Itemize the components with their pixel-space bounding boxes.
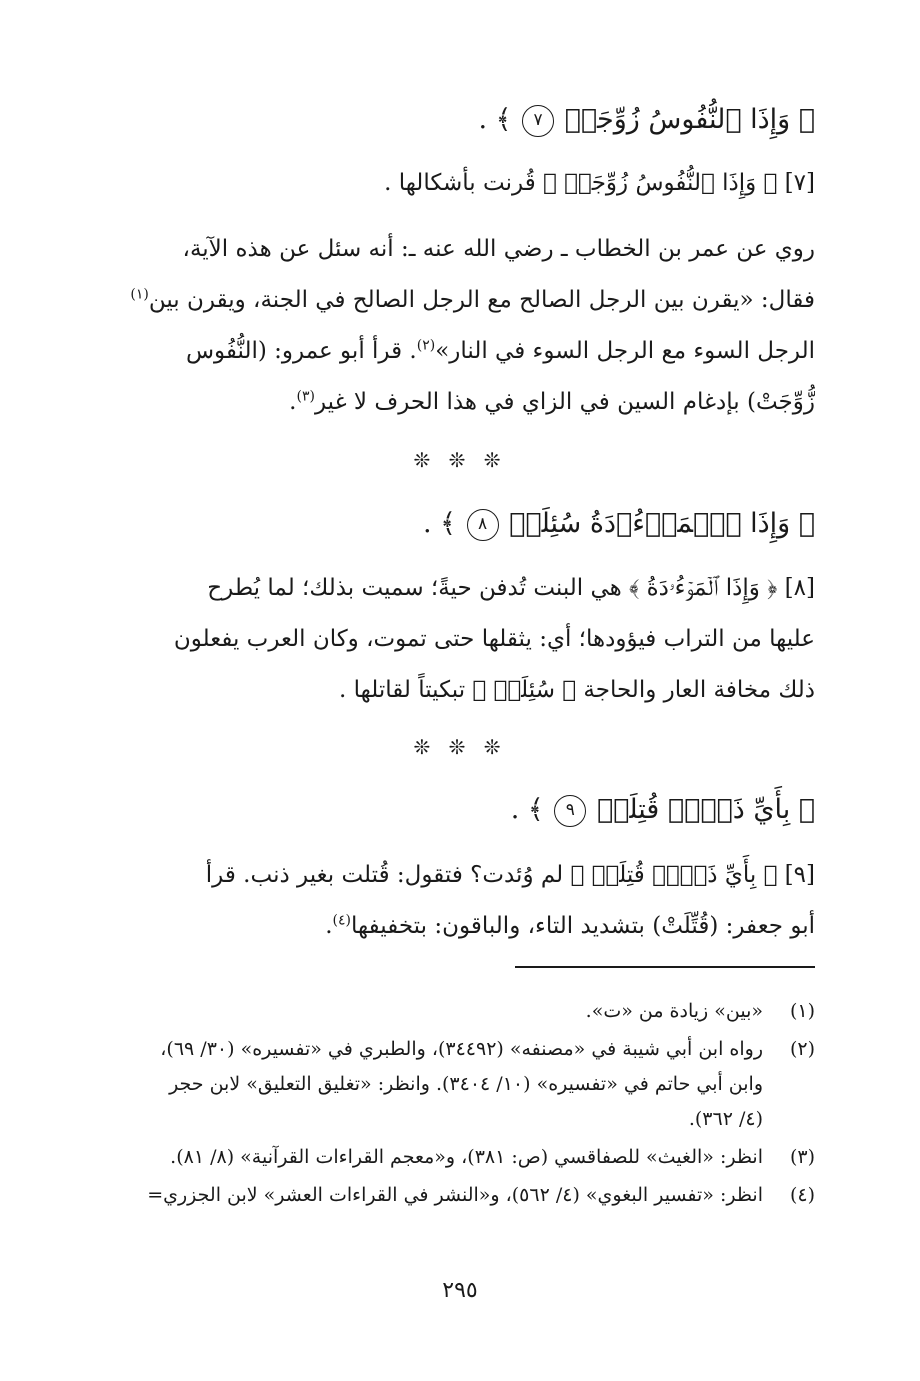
footnote-1-number: (١) bbox=[789, 1000, 815, 1022]
footnote-1 bbox=[105, 994, 815, 1029]
verse-9 bbox=[105, 790, 815, 830]
footnote-3-line-1: انظر: «الغيث» للصفاقسي (ص: ٣٨١)، و«معجم القراءات القرآنية» (٨/ ٨١). bbox=[170, 1146, 763, 1168]
section-separator-2: ❊ ❊ ❊ bbox=[413, 735, 507, 759]
commentary-8-line-2: عليها من التراب فيؤودها؛ أي: يثقلها حتى تموت، وكان العرب يفعلون bbox=[173, 626, 815, 652]
footnote-2-line-3: (٤/ ٣٦٢). bbox=[688, 1108, 763, 1130]
footnote-ref-2[interactable]: (٢) bbox=[416, 337, 436, 354]
commentary-7-para-line-4 bbox=[105, 377, 815, 428]
verse-9-number: ٩ bbox=[554, 795, 586, 827]
commentary-9-line-2 bbox=[105, 901, 815, 952]
verse-9-text: ﴿ بِأَيِّ ذَنۢبٖ قُتِلَتۡ bbox=[596, 794, 815, 825]
commentary-7-paragraph bbox=[105, 224, 815, 428]
commentary-9-line-2-text: أبو جعفر: (قُتِّلَتْ) بتشديد التاء، والباقون: بتخفيفها bbox=[351, 913, 815, 939]
footnote-2-line-2: وابن أبي حاتم في «تفسيره» (١٠/ ٣٤٠٤). وانظر: «تغليق التعليق» لابن حجر bbox=[169, 1073, 763, 1095]
footnote-3-number: (٣) bbox=[789, 1146, 815, 1168]
commentary-8 bbox=[105, 563, 815, 716]
verse-7-close: ﴾ . bbox=[478, 104, 512, 135]
verse-7-text: ﴿ وَإِذَا ٱلنُّفُوسُ زُوِّجَتۡ bbox=[564, 104, 815, 135]
commentary-8-line-3: ذلك مخافة العار والحاجة ﴿ سُئِلَتۡ ﴾ تبكيتاً لقاتلها . bbox=[338, 677, 815, 703]
commentary-8-line-1: [٨] ﴿ وَإِذَا ٱلۡمَوۡءُۥدَةُ ﴾ هي البنت تُدفن حيةً؛ سميت بذلك؛ لما يُطرح bbox=[207, 575, 815, 601]
footnote-2-text bbox=[105, 1032, 763, 1137]
footnote-3 bbox=[105, 1140, 815, 1175]
verse-8 bbox=[105, 504, 815, 544]
commentary-7-para-line-4-end: . bbox=[289, 389, 297, 415]
footnote-4-text bbox=[105, 1178, 763, 1213]
footnote-1-text bbox=[105, 994, 763, 1029]
footnote-3-text bbox=[105, 1140, 763, 1175]
verse-9-close: ﴾ . bbox=[510, 794, 544, 825]
commentary-7-para-line-3 bbox=[105, 326, 815, 377]
commentary-7-para-line-4-text: زُّوِّجَتْ) بإدغام السين في الزاي في هذا الحرف لا غير bbox=[314, 389, 815, 415]
footnote-2 bbox=[105, 1032, 815, 1137]
commentary-9-line-1: [٩] ﴿ بِأَيِّ ذَنۢبٖ قُتِلَتۡ ﴾ لم وُئدت؟ فتقول: قُتلت بغير ذنب. قرأ bbox=[205, 862, 815, 888]
commentary-7-para-line-2-text: فقال: «يقرن بين الرجل الصالح مع الرجل الصالح في الجنة، ويقرن بين bbox=[148, 287, 815, 313]
footnote-4-line-1: انظر: «تفسير البغوي» (٤/ ٥٦٢)، و«النشر في القراءات العشر» لابن الجزري= bbox=[147, 1184, 763, 1206]
footnote-2-number: (٢) bbox=[789, 1038, 815, 1060]
footnote-divider bbox=[515, 966, 815, 968]
footnote-1-line-1: «بين» زيادة من «ت». bbox=[585, 1000, 763, 1022]
footnote-4 bbox=[105, 1178, 815, 1213]
footnote-ref-4[interactable]: (٤) bbox=[332, 912, 352, 929]
book-page bbox=[105, 0, 815, 1381]
footnote-4-number: (٤) bbox=[789, 1184, 815, 1206]
verse-8-text: ﴿ وَإِذَا ٱلۡمَوۡءُۥدَةُ سُئِلَتۡ bbox=[509, 508, 815, 539]
commentary-7-para-line-3-text: الرجل السوء مع الرجل السوء في النار» bbox=[435, 338, 815, 364]
verse-7-number: ٧ bbox=[522, 105, 554, 137]
footnote-2-line-1: رواه ابن أبي شيبة في «مصنفه» (٣٤٤٩٢)، والطبري في «تفسيره» (٣٠/ ٦٩)، bbox=[160, 1038, 763, 1060]
commentary-7-line-1: [٧] ﴿ وَإِذَا ٱلنُّفُوسُ زُوِّجَتۡ ﴾ قُرنت بأشكالها . bbox=[384, 170, 815, 196]
commentary-9 bbox=[105, 850, 815, 952]
footnote-ref-3[interactable]: (٣) bbox=[296, 388, 315, 405]
commentary-7-para-line-1: روي عن عمر بن الخطاب ـ رضي الله عنه ـ: أنه سئل عن هذه الآية، bbox=[182, 236, 815, 262]
footnotes bbox=[105, 994, 815, 1216]
commentary-9-line-2-end: . bbox=[325, 913, 333, 939]
page-number: ٢٩٥ bbox=[442, 1278, 478, 1303]
verse-8-close: ﴾ . bbox=[422, 508, 456, 539]
section-separator-1: ❊ ❊ ❊ bbox=[413, 448, 507, 472]
footnote-ref-1[interactable]: (١) bbox=[130, 286, 149, 303]
commentary-7 bbox=[105, 158, 815, 209]
verse-8-number: ٨ bbox=[467, 509, 499, 541]
commentary-7-para-line-3-rest: . قرأ أبو عمرو: (النُّفُوس bbox=[185, 338, 417, 364]
verse-7 bbox=[105, 100, 815, 140]
commentary-7-para-line-2 bbox=[105, 275, 815, 326]
